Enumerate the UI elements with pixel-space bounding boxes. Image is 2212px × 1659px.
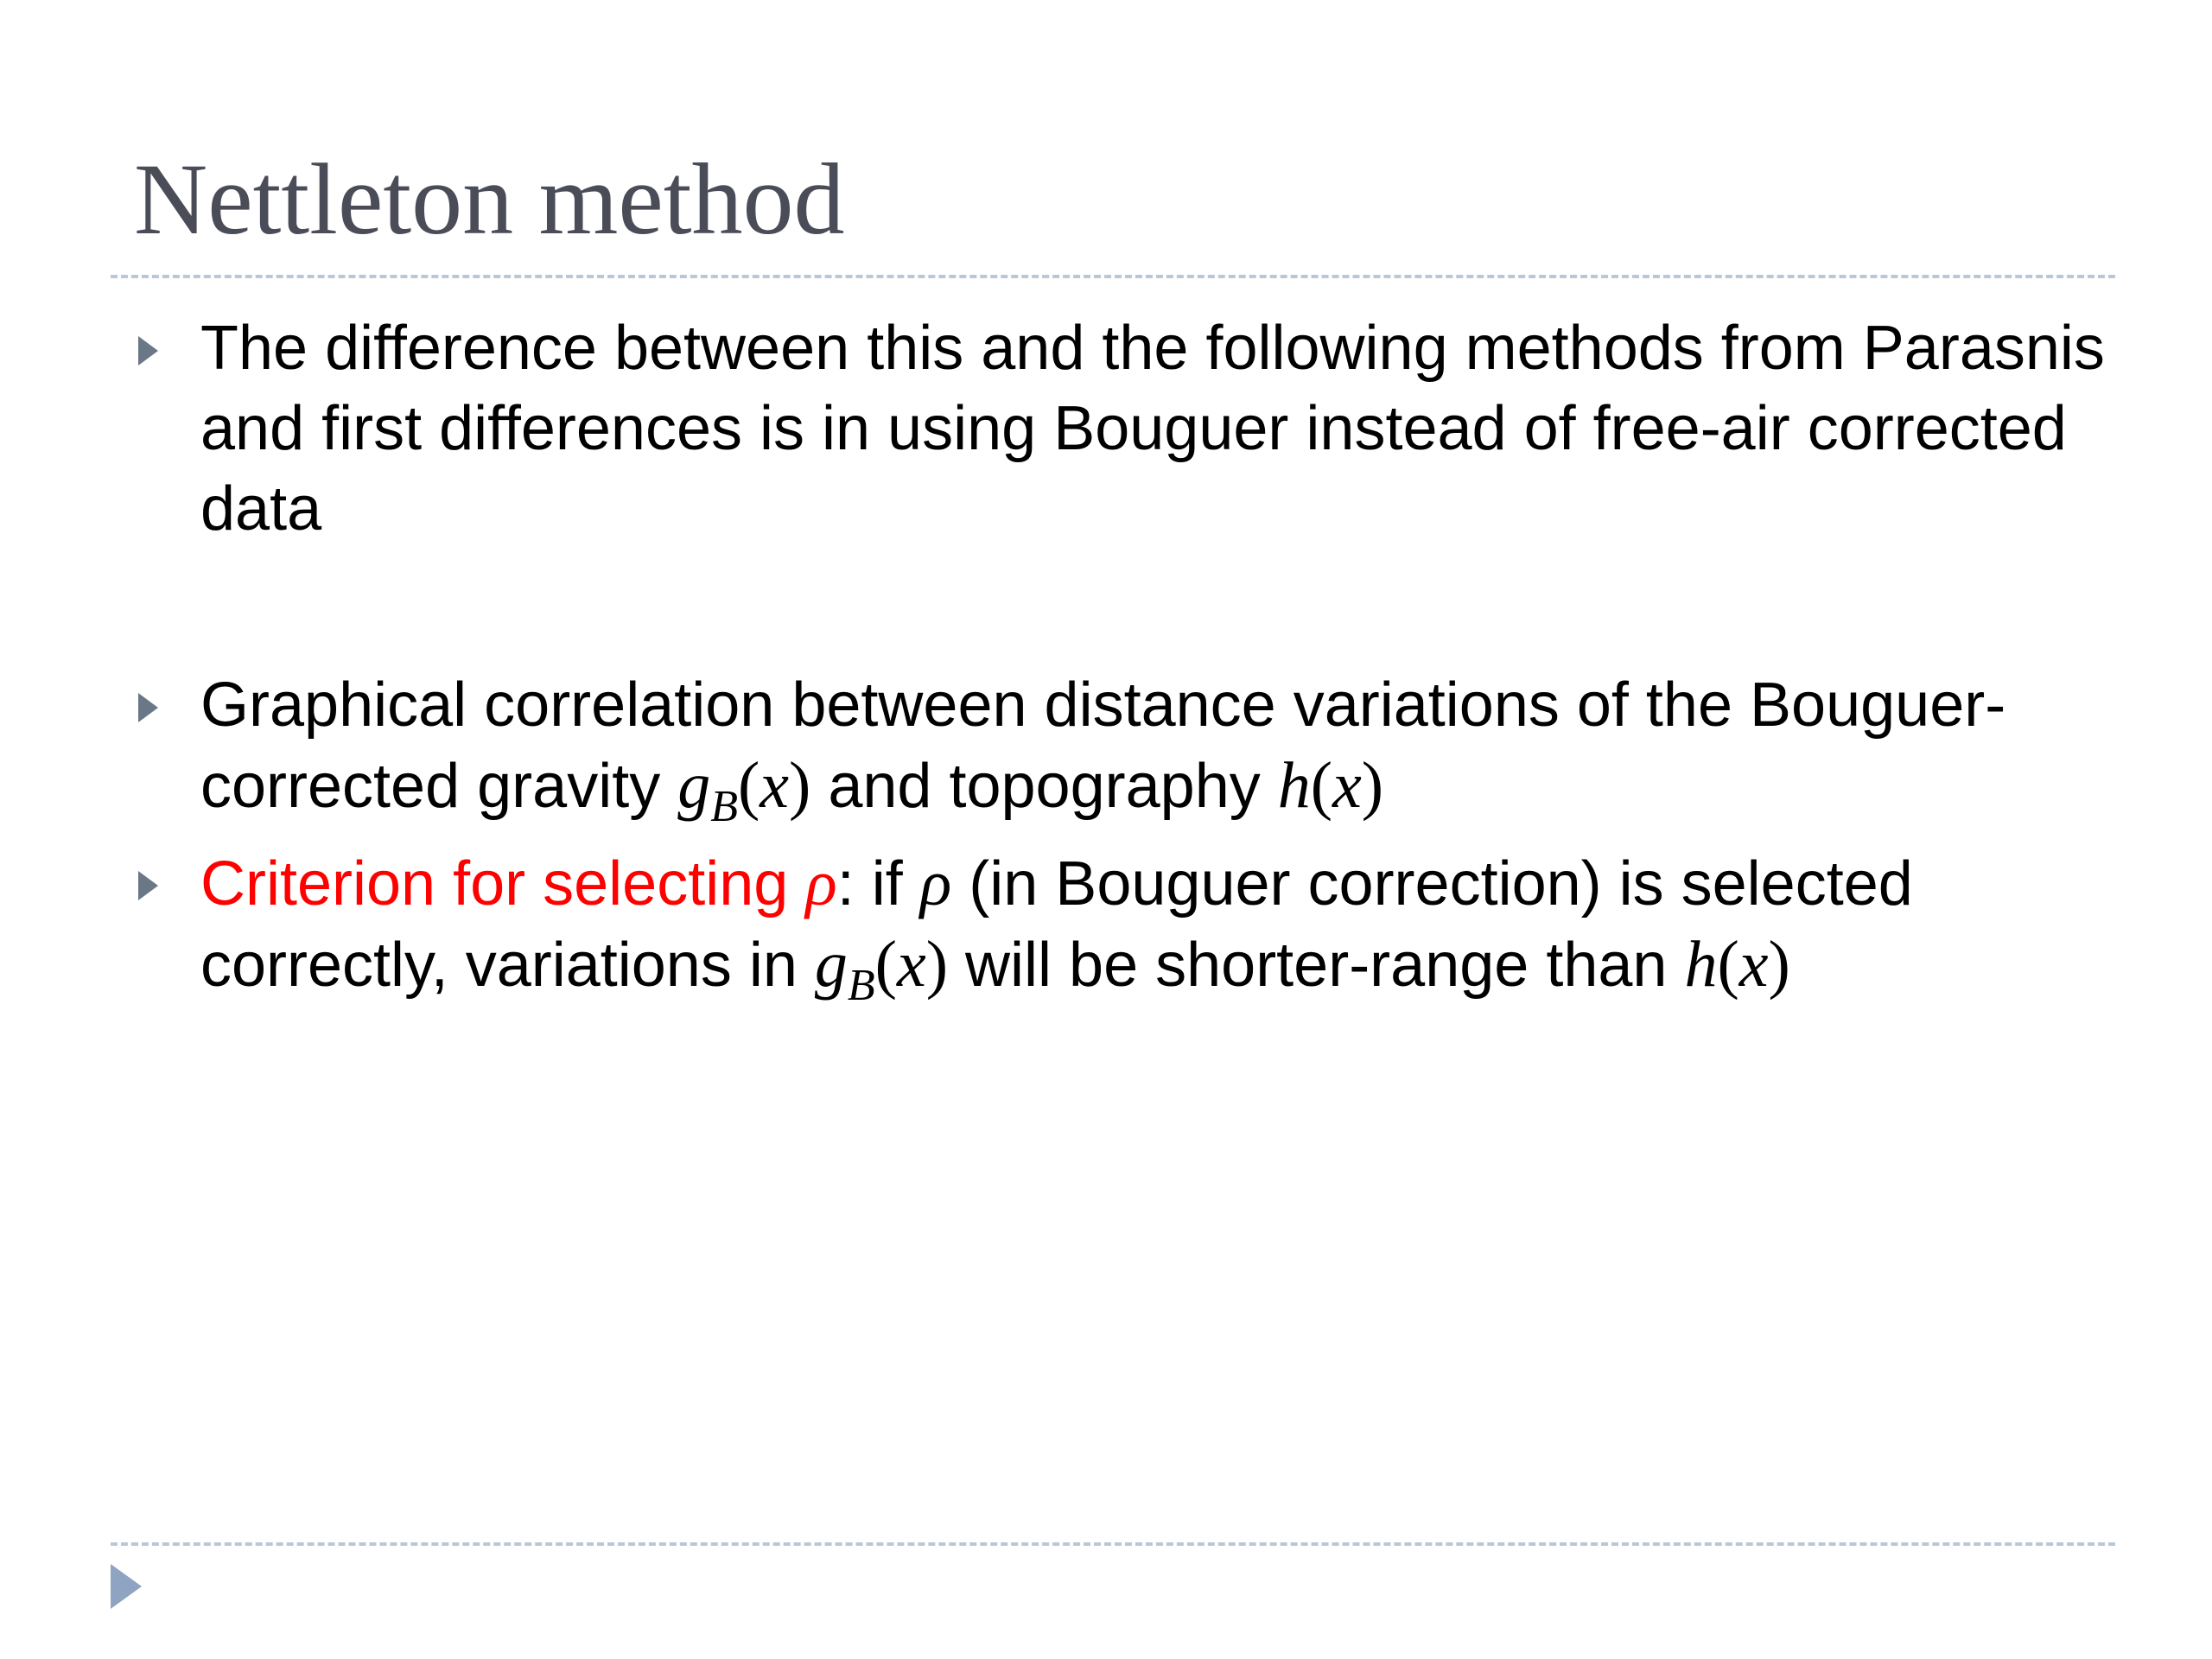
bullet-1-text: The difference between this and the following methods from Parasnis and first differences is in using Bouguer instead of free-air corrected data	[200, 314, 2105, 543]
bullet-item-2	[200, 665, 2127, 831]
slide-nav-triangle-icon[interactable]	[111, 1564, 142, 1609]
bullet-item-3	[200, 843, 2127, 1010]
gravity-symbol: $g_B(x)$	[814, 928, 949, 1010]
title-divider	[111, 275, 2115, 278]
bullet-2-text-a: Graphical correlation between distance variations of the Bouguer-corrected gravity	[200, 671, 2006, 821]
topography-symbol: h(x)	[1684, 928, 1790, 1001]
bullet-triangle-icon	[138, 693, 158, 722]
criterion-colon: :	[836, 849, 855, 918]
bullet-3-text-a: if	[854, 849, 920, 918]
gravity-symbol: $g_B(x)$	[677, 749, 811, 831]
topography-symbol: h(x)	[1277, 749, 1384, 822]
footer-divider	[111, 1542, 2115, 1546]
bullet-item-1	[200, 308, 2127, 550]
rho-symbol: ρ	[919, 847, 952, 919]
criterion-label: Criterion for selecting	[200, 849, 806, 918]
rho-symbol-red: ρ	[805, 847, 837, 919]
bullet-2-text-b: and topography	[810, 752, 1278, 821]
bullet-3-text-b: (in Bouguer correction) is selected correctly, variations in	[200, 849, 1913, 1000]
bullet-triangle-icon	[138, 871, 158, 900]
slide-title: Nettleton method	[134, 143, 845, 256]
bullet-triangle-icon	[138, 336, 158, 365]
bullet-3-text-c: will be shorter-range than	[948, 931, 1685, 1000]
